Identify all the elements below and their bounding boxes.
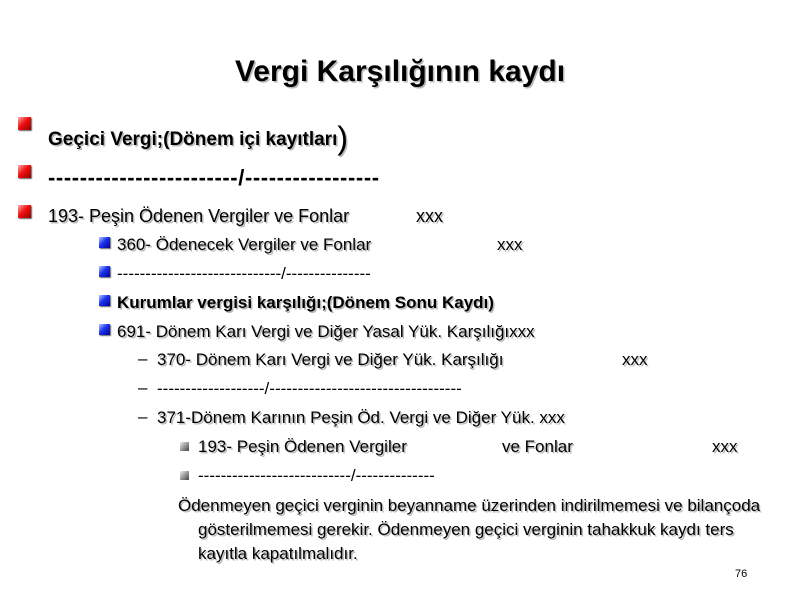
entry-amount: xxx bbox=[497, 235, 523, 254]
entry-text: 370- Dönem Karı Vergi ve Diğer Yük. Karşılığı bbox=[157, 350, 504, 369]
blue-square-bullet-icon bbox=[99, 324, 110, 335]
entry-193 bbox=[48, 206, 443, 226]
blue-square-bullet-icon bbox=[99, 237, 110, 248]
separator-line: -------------------/---------------------------------- bbox=[157, 379, 462, 398]
separator-line: -----------------------------/--------------- bbox=[117, 264, 371, 283]
entry-amount: xxx bbox=[712, 437, 738, 456]
red-square-bullet-icon bbox=[18, 165, 31, 178]
entry-text: 193- Peşin Ödenen Vergiler bbox=[198, 437, 407, 456]
red-square-bullet-icon bbox=[18, 117, 31, 130]
dash-bullet-icon: – bbox=[138, 407, 148, 426]
blue-square-bullet-icon bbox=[99, 266, 110, 277]
entry-text: 360- Ödenecek Vergiler ve Fonlar bbox=[117, 235, 372, 254]
entry-amount: xxx bbox=[416, 206, 443, 226]
gray-square-bullet-icon bbox=[180, 442, 189, 451]
slide-title: Vergi Karşılığının kaydı bbox=[234, 55, 566, 88]
blue-square-bullet-icon bbox=[99, 295, 110, 306]
separator-line: ---------------------------/-------------- bbox=[198, 466, 435, 485]
dash-bullet-icon: – bbox=[138, 378, 148, 397]
explanatory-note: Ödenmeyen geçici verginin beyanname üzerinden indirilmemesi ve bilançoda gösterilmemesi gerekir. Ödenmeyen geçici verginin tahakkuk kaydı ters kayıtla kapatılmalıdır. bbox=[178, 496, 761, 563]
entry-kurumlar-vergisi: Kurumlar vergisi karşılığı;(Dönem Sonu Kaydı) bbox=[117, 293, 494, 312]
entry-text: Geçici Vergi;(Dönem içi kayıtları bbox=[48, 129, 338, 150]
entry-amount: xxx bbox=[622, 350, 648, 369]
entry-193-credit bbox=[198, 437, 738, 456]
entry-360 bbox=[117, 235, 523, 254]
entry-gecici-vergi bbox=[48, 122, 348, 154]
entry-371: 371-Dönem Karının Peşin Öd. Vergi ve Diğer Yük. xxx bbox=[157, 408, 565, 427]
separator-line: ------------------------/----------------- bbox=[48, 165, 380, 190]
entry-text-continued: ve Fonlar bbox=[502, 437, 573, 456]
dash-bullet-icon: – bbox=[138, 349, 148, 368]
entry-691: 691- Dönem Karı Vergi ve Diğer Yasal Yük. Karşılığıxxx bbox=[117, 322, 535, 341]
entry-370 bbox=[157, 350, 648, 369]
gray-square-bullet-icon bbox=[180, 471, 189, 480]
red-square-bullet-icon bbox=[18, 205, 31, 218]
entry-text: 193- Peşin Ödenen Vergiler ve Fonlar bbox=[48, 206, 350, 226]
closing-paren: ) bbox=[337, 120, 348, 156]
page-number: 76 bbox=[735, 568, 748, 580]
